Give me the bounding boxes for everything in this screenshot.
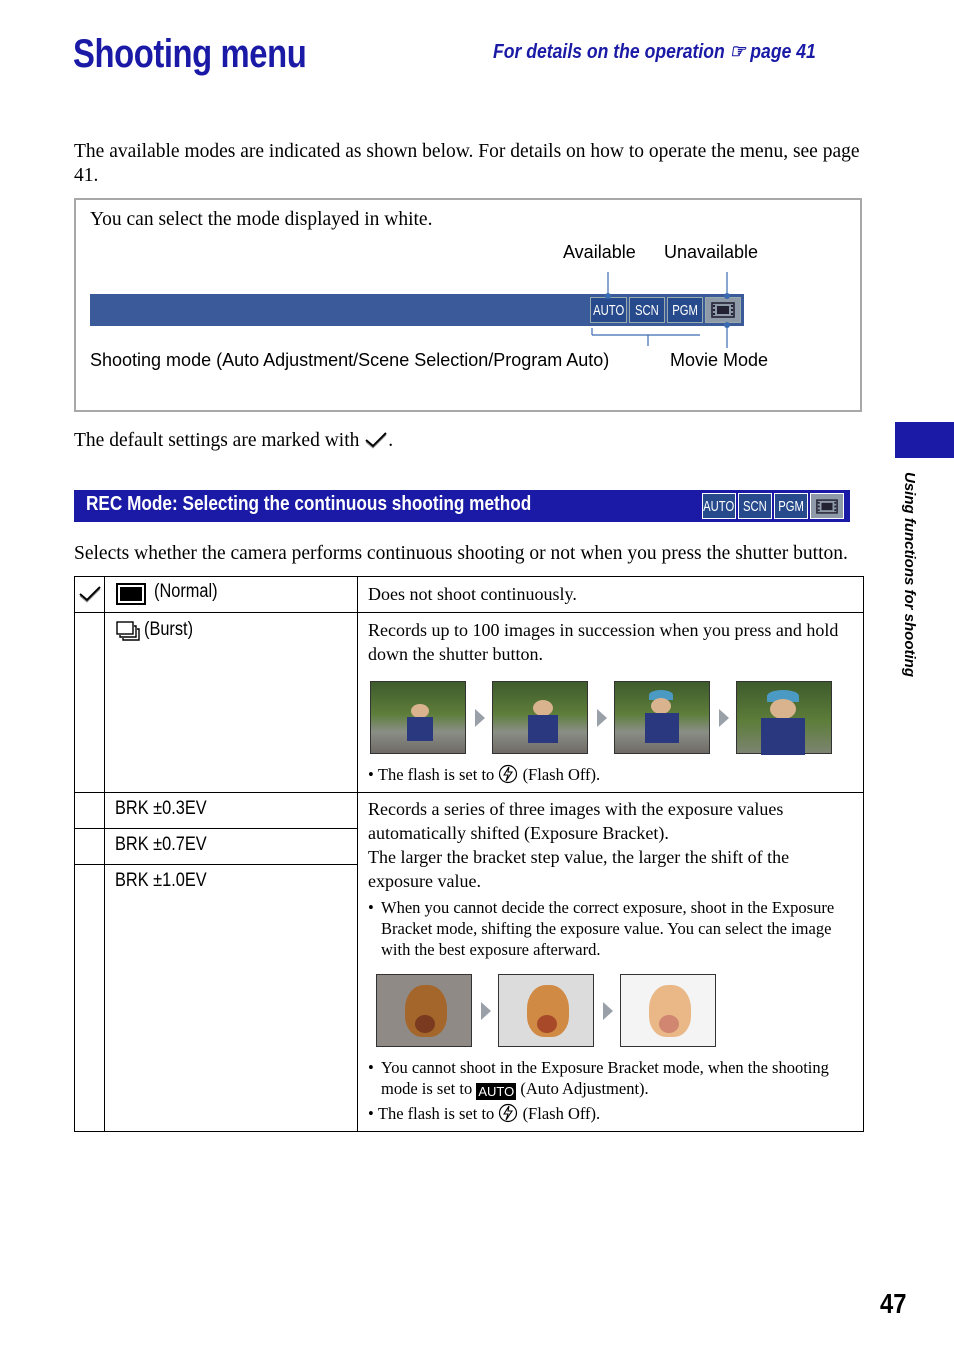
legend-note: You can select the mode displayed in white.	[90, 209, 433, 230]
burst-mode-icon	[116, 621, 140, 641]
default-note-text: The default settings are marked with	[74, 430, 360, 451]
shooting-mode-label: Shooting mode (Auto Adjustment/Scene Selection/Program Auto)	[90, 350, 610, 370]
option-burst-label: (Burst)	[144, 619, 194, 640]
bracket-photo-dark	[376, 974, 472, 1047]
page-title: Shooting menu	[73, 32, 307, 76]
sequence-arrow-icon	[475, 709, 485, 727]
burst-photo-2	[492, 681, 588, 754]
chapter-tab	[895, 422, 954, 458]
burst-flash-pre: The flash is set to	[377, 765, 495, 784]
section-description: Selects whether the camera performs continuous shooting or not when you press the shutter button.	[74, 543, 848, 564]
section-mode-icons	[702, 493, 844, 519]
default-checkmark-icon	[78, 585, 102, 603]
option-brk-10: BRK ±1.0EV	[115, 870, 207, 891]
intro-paragraph: The available modes are indicated as shown below. For details on how to operate the menu, see page 41.	[74, 141, 860, 186]
scn-mode-icon: SCN	[629, 297, 665, 323]
bracket-photo-normal	[498, 974, 594, 1047]
option-brk-03: BRK ±0.3EV	[115, 798, 207, 819]
flash-off-icon	[498, 764, 518, 784]
scn-mode-icon: SCN	[738, 493, 772, 519]
section-title: REC Mode: Selecting the continuous shooting method	[86, 493, 532, 515]
movie-icon	[810, 493, 844, 519]
brk-bullet-1: • When you cannot decide the correct exposure, shoot in the Exposure Bracket mode, shifting the exposure value. You can select the image with the best exposure afterward.	[368, 898, 835, 959]
sequence-arrow-icon	[481, 1002, 491, 1020]
checkmark-icon	[364, 431, 388, 449]
brk-description: Records a series of three images with the exposure values automatically shifted (Exposure Bracket).	[368, 799, 784, 843]
burst-photo-1	[370, 681, 466, 754]
brk-flash-note: • The flash is set to (Flash Off).	[368, 1104, 601, 1123]
brk-flash-post: (Flash Off).	[522, 1104, 601, 1123]
normal-mode-icon	[116, 583, 146, 605]
burst-flash-note: • The flash is set to (Flash Off).	[368, 765, 601, 784]
brk-bullet-2: • You cannot shoot in the Exposure Bracket mode, when the shooting mode is set to AUTO (Auto Adjustment).	[368, 1058, 829, 1099]
sequence-arrow-icon	[603, 1002, 613, 1020]
brk-flash-pre: The flash is set to	[377, 1104, 495, 1123]
auto-mode-icon: AUTO	[478, 1084, 515, 1099]
operation-reference: For details on the operation ☞ page 41	[493, 41, 816, 63]
movie-mode-label: Movie Mode	[670, 350, 769, 370]
legend-callout-lines	[560, 262, 760, 352]
default-settings-note: The default settings are marked with .	[74, 430, 394, 451]
burst-flash-post: (Flash Off).	[522, 765, 601, 784]
burst-photo-4	[736, 681, 832, 754]
page-number: 47	[880, 1288, 907, 1319]
pgm-mode-icon: PGM	[667, 297, 703, 323]
pgm-mode-icon: PGM	[774, 493, 808, 519]
unavailable-label: Unavailable	[664, 242, 759, 262]
option-brk-07: BRK ±0.7EV	[115, 834, 207, 855]
auto-mode-icon: AUTO	[590, 297, 627, 323]
sequence-arrow-icon	[719, 709, 729, 727]
normal-description: Does not shoot continuously.	[368, 584, 577, 604]
auto-mode-icon: AUTO	[702, 493, 736, 519]
flash-off-icon	[498, 1103, 518, 1123]
brk-description-2: The larger the bracket step value, the larger the shift of the exposure value.	[368, 847, 790, 891]
chapter-label: Using functions for shooting	[901, 472, 918, 677]
burst-photo-3	[614, 681, 710, 754]
bracket-photo-bright	[620, 974, 716, 1047]
burst-description: Records up to 100 images in succession when you press and hold down the shutter button.	[368, 620, 839, 664]
sequence-arrow-icon	[597, 709, 607, 727]
available-label: Available	[563, 242, 636, 262]
option-normal-label: (Normal)	[154, 581, 218, 602]
